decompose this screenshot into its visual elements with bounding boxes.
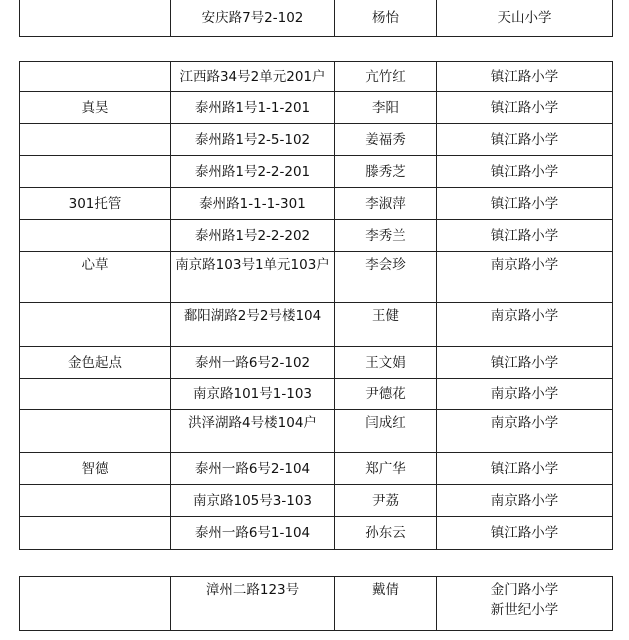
- address-cell: 安庆路7号2-102: [171, 0, 335, 37]
- table-row: [20, 156, 613, 188]
- school-cell: 南京路小学: [437, 410, 613, 453]
- school-cell: 镇江路小学: [437, 156, 613, 188]
- org-cell: [20, 577, 171, 631]
- school-line: 新世纪小学: [490, 602, 559, 618]
- table-group-2: [19, 61, 613, 550]
- address-cell: 泰州路1号2-2-202: [171, 220, 335, 252]
- school-cell: 镇江路小学: [437, 347, 613, 379]
- org-cell: 真昊: [20, 92, 171, 124]
- table-row: [20, 0, 613, 37]
- name-cell: 杨怡: [335, 0, 437, 37]
- table-row: [20, 303, 613, 347]
- table-row: [20, 485, 613, 517]
- org-cell: [20, 303, 171, 347]
- org-cell: 智德: [20, 453, 171, 485]
- name-cell: 闫成红: [335, 410, 437, 453]
- school-cell: 镇江路小学: [437, 453, 613, 485]
- table-row: [20, 453, 613, 485]
- name-cell: 滕秀芝: [335, 156, 437, 188]
- school-cell: 南京路小学: [437, 485, 613, 517]
- table-row: [20, 92, 613, 124]
- name-cell: 李会珍: [335, 252, 437, 303]
- name-cell: 郑广华: [335, 453, 437, 485]
- name-cell: 李淑萍: [335, 188, 437, 220]
- org-cell: 心草: [20, 252, 171, 303]
- school-cell: 镇江路小学: [437, 62, 613, 92]
- address-cell: 泰州一路6号1-104: [171, 517, 335, 550]
- address-cell: 南京路101号1-103: [171, 379, 335, 410]
- school-cell: 南京路小学: [437, 303, 613, 347]
- school-cell: 天山小学: [437, 0, 613, 37]
- table-row: [20, 62, 613, 92]
- org-cell: [20, 0, 171, 37]
- org-cell: 301托管: [20, 188, 171, 220]
- name-cell: 戴倩: [335, 577, 437, 631]
- table-row: [20, 517, 613, 550]
- org-cell: [20, 485, 171, 517]
- org-cell: [20, 62, 171, 92]
- table-row: [20, 577, 613, 631]
- org-cell: [20, 379, 171, 410]
- name-cell: 李秀兰: [335, 220, 437, 252]
- name-cell: 姜福秀: [335, 124, 437, 156]
- org-cell: [20, 410, 171, 453]
- table-group-1: [19, 0, 613, 37]
- name-cell: 亢竹红: [335, 62, 437, 92]
- name-cell: 尹荔: [335, 485, 437, 517]
- school-cell: 镇江路小学: [437, 517, 613, 550]
- school-cell: 镇江路小学: [437, 124, 613, 156]
- name-cell: 王文娟: [335, 347, 437, 379]
- school-cell: 镇江路小学: [437, 188, 613, 220]
- table-row: [20, 124, 613, 156]
- address-cell: 南京路105号3-103: [171, 485, 335, 517]
- address-cell: 泰州一路6号2-104: [171, 453, 335, 485]
- table-row: [20, 347, 613, 379]
- name-cell: 孙东云: [335, 517, 437, 550]
- school-cell: 南京路小学: [437, 252, 613, 303]
- org-cell: [20, 156, 171, 188]
- school-cell: 南京路小学: [437, 379, 613, 410]
- address-cell: 泰州路1-1-1-301: [171, 188, 335, 220]
- table-row: [20, 188, 613, 220]
- name-cell: 尹德花: [335, 379, 437, 410]
- org-cell: [20, 220, 171, 252]
- school-cell: [437, 577, 613, 631]
- address-cell: 江西路34号2单元201户: [171, 62, 335, 92]
- name-cell: 李阳: [335, 92, 437, 124]
- address-cell: 泰州路1号2-5-102: [171, 124, 335, 156]
- address-cell: 泰州路1号2-2-201: [171, 156, 335, 188]
- table-row: [20, 379, 613, 410]
- table-row: [20, 252, 613, 303]
- address-cell: 漳州二路123号: [171, 577, 335, 631]
- address-cell: 鄱阳湖路2号2号楼104: [171, 303, 335, 347]
- org-cell: [20, 124, 171, 156]
- address-cell: 洪泽湖路4号楼104户: [171, 410, 335, 453]
- org-cell: 金色起点: [20, 347, 171, 379]
- school-line: 金门路小学: [490, 582, 559, 598]
- school-cell: 镇江路小学: [437, 92, 613, 124]
- address-cell: 南京路103号1单元103户: [171, 252, 335, 303]
- table-row: [20, 220, 613, 252]
- org-cell: [20, 517, 171, 550]
- address-cell: 泰州路1号1-1-201: [171, 92, 335, 124]
- name-cell: 王健: [335, 303, 437, 347]
- school-cell: 镇江路小学: [437, 220, 613, 252]
- table-row: [20, 410, 613, 453]
- table-group-3: [19, 576, 613, 631]
- address-cell: 泰州一路6号2-102: [171, 347, 335, 379]
